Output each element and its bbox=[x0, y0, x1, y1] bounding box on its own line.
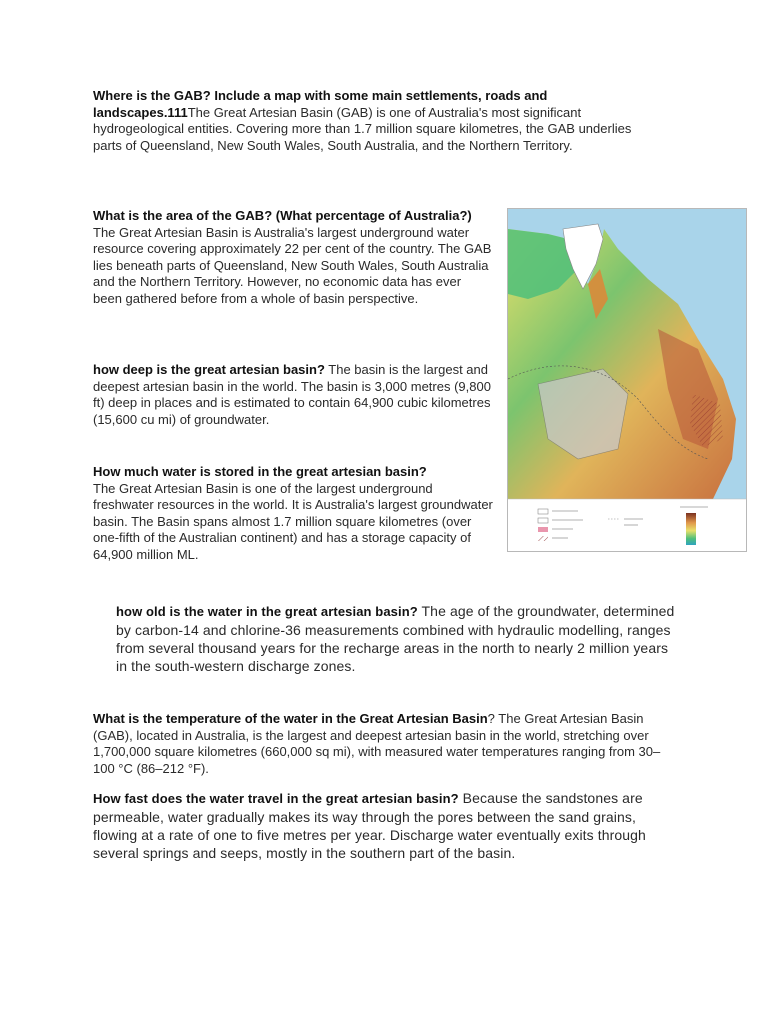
answer-text: The Great Artesian Basin (GAB) is one of Australia's most significant hydrogeological entities. Covering more than 1.7 million square kilometres, the GAB underlies parts of Queensland, New South Wales, South Australia, and the Northern Territory. bbox=[93, 104, 632, 153]
gab-map bbox=[508, 209, 746, 551]
question-heading: how deep is the great artesian basin? bbox=[93, 362, 325, 377]
gab-map-figure bbox=[507, 208, 747, 552]
legend-swatch bbox=[538, 527, 548, 532]
answer-text: The Great Artesian Basin is Australia's largest underground water resource covering approximately 22 per cent of the country. The GAB lies beneath parts of Queensland, New South Wales, South Australia and the Northern Territory. However, no economic data has ever been gathered before from a whole of basin perspective. bbox=[93, 224, 492, 306]
answer-text: The age of the groundwater, determined by carbon-14 and chlorine-36 measurements combined with hydraulic modelling, ranges from several thousand years for the recharge areas in the north to nearly 2 million years in the south-western discharge zones. bbox=[116, 603, 675, 674]
legend-swatch bbox=[538, 536, 548, 541]
answer-text: The basin is the largest and deepest artesian basin in the world. The basin is 3,000 metres (9,800 ft) deep in places and is estimated to contain 64,900 cubic kilometres (15,600 cu mi) of groundwater. bbox=[93, 362, 491, 427]
section-gab-area bbox=[93, 208, 493, 307]
answer-text: ? The Great Artesian Basin (GAB), located in Australia, is the largest and deepest artesian basin in the world, stretching over 1,700,000 square kilometres (660,000 sq mi), with measured water temperatures ranging from 30–100 °C (86–212 °F). bbox=[93, 711, 661, 776]
section-gab-depth bbox=[93, 362, 493, 428]
section-gab-water-stored bbox=[93, 464, 493, 563]
question-heading: Where is the GAB? Include a map with some main settlements, roads and landscapes.111 bbox=[93, 88, 548, 120]
question-heading: How fast does the water travel in the great artesian basin? bbox=[93, 791, 459, 806]
legend-swatch bbox=[538, 518, 548, 523]
question-heading: What is the area of the GAB? (What percentage of Australia?) bbox=[93, 208, 472, 223]
legend-swatch bbox=[538, 509, 548, 514]
section-gab-flow-rate bbox=[93, 789, 668, 862]
question-heading: What is the temperature of the water in the Great Artesian Basin bbox=[93, 711, 488, 726]
answer-text: Because the sandstones are permeable, water gradually makes its way through the pores between the sand grains, flowing at a rate of one to five metres per year. Discharge water eventually exits through several springs and seeps, mostly in the southern part of the basin. bbox=[93, 790, 646, 861]
elevation-colour-bar bbox=[686, 513, 696, 545]
answer-text: The Great Artesian Basin is one of the largest underground freshwater resources in the world. It is Australia's largest groundwater basin. The Basin spans almost 1.7 million square kilometres (over one-fifth of the Australian continent) and has a storage capacity of 64,900 million ML. bbox=[93, 480, 493, 562]
section-gab-location bbox=[93, 88, 633, 154]
section-gab-temperature bbox=[93, 711, 663, 777]
question-heading: How much water is stored in the great artesian basin? bbox=[93, 464, 427, 479]
question-heading: how old is the water in the great artesian basin? bbox=[116, 604, 418, 619]
section-gab-water-age bbox=[116, 602, 676, 675]
